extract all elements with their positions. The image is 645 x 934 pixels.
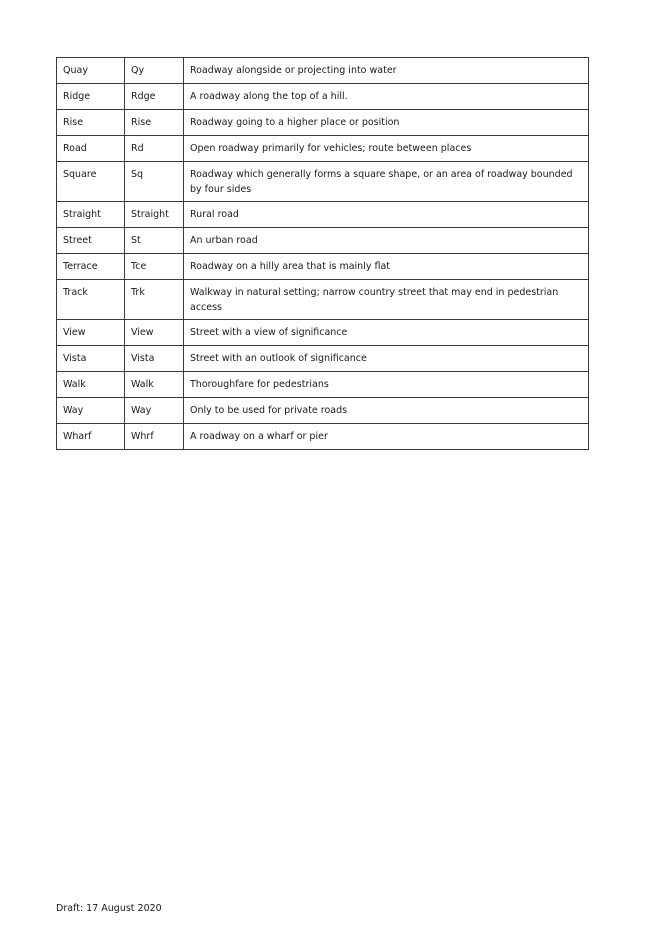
road-type-cell: Square — [57, 162, 125, 202]
road-type-cell: Vista — [57, 346, 125, 372]
road-type-cell: Ridge — [57, 84, 125, 110]
road-type-cell: Street — [57, 228, 125, 254]
road-type-cell: Walk — [57, 372, 125, 398]
description-cell: Roadway which generally forms a square shape, or an area of roadway bounded by four sides — [184, 162, 589, 202]
description-cell: Roadway alongside or projecting into water — [184, 58, 589, 84]
table-row — [57, 228, 589, 254]
table-row — [57, 136, 589, 162]
road-type-cell: Rise — [57, 110, 125, 136]
description-cell: Street with an outlook of significance — [184, 346, 589, 372]
road-type-cell: Straight — [57, 202, 125, 228]
description-cell: Roadway going to a higher place or position — [184, 110, 589, 136]
abbreviation-cell: Rdge — [125, 84, 184, 110]
table-row — [57, 372, 589, 398]
table-row — [57, 320, 589, 346]
abbreviation-cell: View — [125, 320, 184, 346]
description-cell: Thoroughfare for pedestrians — [184, 372, 589, 398]
description-cell: A roadway along the top of a hill. — [184, 84, 589, 110]
road-type-cell: Track — [57, 280, 125, 320]
table-row — [57, 280, 589, 320]
description-cell: Street with a view of significance — [184, 320, 589, 346]
table-row — [57, 254, 589, 280]
table-row — [57, 202, 589, 228]
abbreviation-cell: Way — [125, 398, 184, 424]
description-cell: Roadway on a hilly area that is mainly flat — [184, 254, 589, 280]
description-cell: Open roadway primarily for vehicles; route between places — [184, 136, 589, 162]
table-row — [57, 110, 589, 136]
table-row — [57, 424, 589, 450]
road-type-cell: Quay — [57, 58, 125, 84]
road-type-cell: Road — [57, 136, 125, 162]
abbreviation-cell: Trk — [125, 280, 184, 320]
abbreviation-cell: St — [125, 228, 184, 254]
road-type-cell: View — [57, 320, 125, 346]
table-row — [57, 58, 589, 84]
road-type-table-body — [57, 58, 589, 450]
description-cell: An urban road — [184, 228, 589, 254]
abbreviation-cell: Qy — [125, 58, 184, 84]
abbreviation-cell: Vista — [125, 346, 184, 372]
road-type-table — [56, 57, 589, 450]
description-cell: A roadway on a wharf or pier — [184, 424, 589, 450]
abbreviation-cell: Walk — [125, 372, 184, 398]
road-type-cell: Terrace — [57, 254, 125, 280]
table-row — [57, 162, 589, 202]
abbreviation-cell: Tce — [125, 254, 184, 280]
abbreviation-cell: Whrf — [125, 424, 184, 450]
abbreviation-cell: Straight — [125, 202, 184, 228]
draft-date-footer: Draft: 17 August 2020 — [56, 903, 162, 914]
table-row — [57, 84, 589, 110]
abbreviation-cell: Rise — [125, 110, 184, 136]
table-row — [57, 346, 589, 372]
abbreviation-cell: Rd — [125, 136, 184, 162]
description-cell: Rural road — [184, 202, 589, 228]
table-row — [57, 398, 589, 424]
description-cell: Only to be used for private roads — [184, 398, 589, 424]
description-cell: Walkway in natural setting; narrow country street that may end in pedestrian access — [184, 280, 589, 320]
road-type-cell: Way — [57, 398, 125, 424]
abbreviation-cell: Sq — [125, 162, 184, 202]
road-type-cell: Wharf — [57, 424, 125, 450]
